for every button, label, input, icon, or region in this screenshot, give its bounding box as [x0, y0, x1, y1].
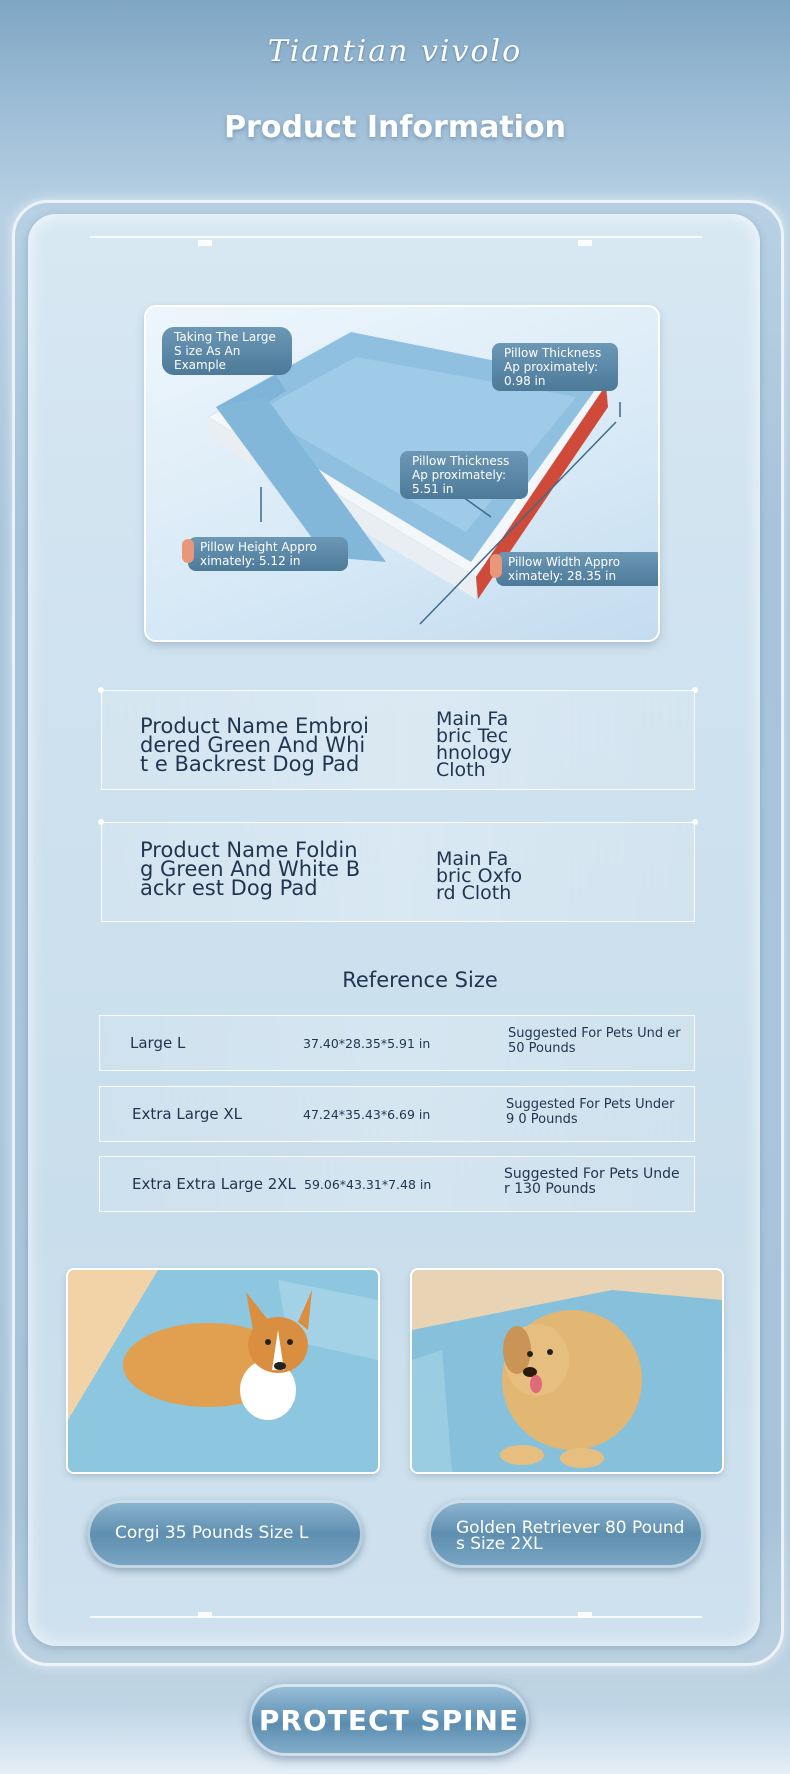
dog-bed-image	[146, 307, 658, 640]
golden-retriever-caption-text: Golden Retriever 80 Pound s Size 2XL	[456, 1518, 685, 1554]
corgi-caption	[87, 1500, 363, 1568]
golden-retriever-caption	[428, 1500, 704, 1568]
protect-spine-badge	[249, 1684, 529, 1756]
protect-spine-text: PROTECT SPINE	[258, 1704, 520, 1737]
callout-pillow-thickness-mid: Pillow Thickness Ap proximately: 5.51 in	[400, 451, 528, 499]
page-title: Product Information	[224, 110, 566, 145]
deco-dash	[578, 240, 592, 246]
callout-pillow-width: Pillow Width Appro ximately: 28.35 in	[496, 552, 658, 586]
golden-retriever-illustration	[412, 1270, 722, 1472]
main-fabric: Main Fa bric Tec hnology Cloth	[436, 708, 512, 781]
size-row	[99, 1015, 695, 1071]
product-info-box	[101, 822, 695, 922]
deco-dash	[578, 1612, 592, 1618]
size-dimensions: 59.06*43.31*7.48 in	[304, 1177, 432, 1192]
corgi-illustration	[68, 1270, 378, 1472]
product-name: Product Name Embroi dered Green And Whit e Backrest Dog Pad	[140, 714, 369, 776]
callout-pillow-height: Pillow Height Appro ximately: 5.12 in	[188, 537, 348, 571]
size-row	[99, 1156, 695, 1212]
reference-size-title: Reference Size	[342, 968, 498, 992]
size-label: Extra Large XL	[132, 1105, 242, 1123]
product-info-box	[101, 690, 695, 790]
size-dimensions: 47.24*35.43*6.69 in	[303, 1107, 431, 1122]
size-suggestion: Suggested For Pets Under 130 Pounds	[504, 1166, 680, 1197]
size-label: Large L	[130, 1034, 186, 1052]
deco-line-top	[90, 236, 702, 238]
main-fabric: Main Fa bric Oxfo rd Cloth	[436, 848, 523, 904]
corgi-photo	[68, 1270, 378, 1472]
brand-logo: Tiantian vivolo	[267, 34, 523, 69]
callout-example: Taking The Large S ize As An Example	[162, 327, 292, 375]
corgi-caption-text: Corgi 35 Pounds Size L	[115, 1523, 309, 1543]
deco-line-bottom	[90, 1616, 702, 1618]
size-label: Extra Extra Large 2XL	[132, 1175, 296, 1193]
size-dimensions: 37.40*28.35*5.91 in	[303, 1036, 431, 1051]
product-name: Product Name Folding Green And White Backr est Dog Pad	[140, 838, 361, 900]
deco-dash	[198, 240, 212, 246]
size-row	[99, 1086, 695, 1142]
size-suggestion: Suggested For Pets Under 9 0 Pounds	[506, 1097, 675, 1127]
callout-pillow-thickness-top: Pillow Thickness Ap proximately: 0.98 in	[492, 343, 618, 391]
deco-dash	[198, 1612, 212, 1618]
size-suggestion: Suggested For Pets Und er 50 Pounds	[508, 1026, 681, 1056]
golden-retriever-photo	[412, 1270, 722, 1472]
